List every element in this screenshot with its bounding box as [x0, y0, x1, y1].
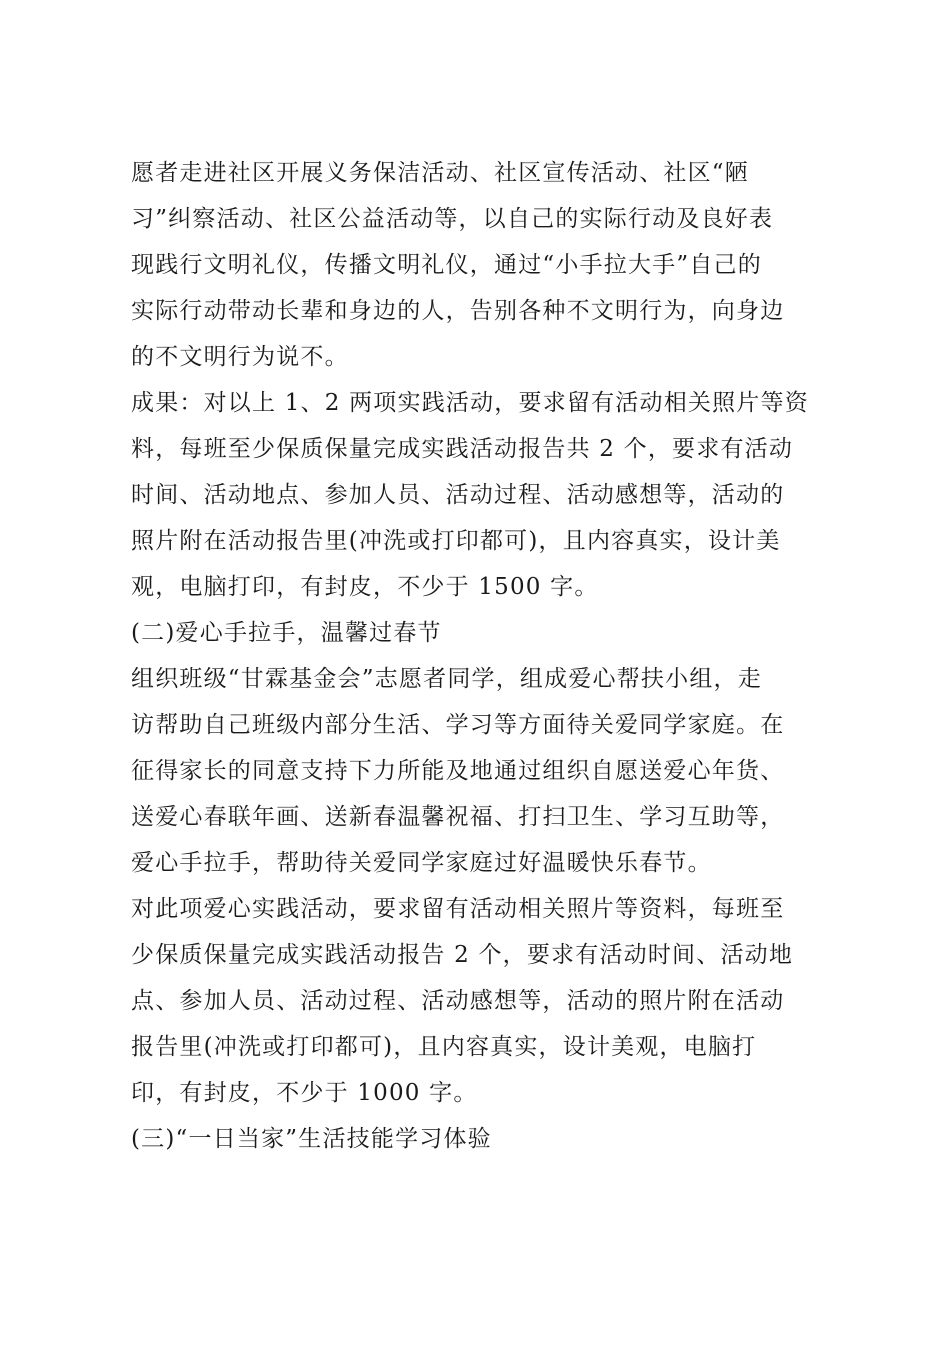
text-line-13: 访帮助自己班级内部分生活、学习等方面待关爱同学家庭。在	[131, 712, 785, 738]
text-line-18: 少保质保量完成实践活动报告 2 个，要求有活动时间、活动地	[131, 942, 794, 968]
text-line-5: 的不文明行为说不。	[131, 344, 349, 370]
document-body	[131, 150, 831, 1162]
section-heading-2: (二)爱心手拉手，温馨过春节	[131, 620, 442, 646]
text-line-16: 爱心手拉手，帮助待关爱同学家庭过好温暖快乐春节。	[131, 850, 712, 876]
text-line-12: 组织班级“甘霖基金会”志愿者同学，组成爱心帮扶小组，走	[131, 666, 762, 692]
text-line-21: 印，有封皮，不少于 1000 字。	[131, 1080, 478, 1106]
text-line-4: 实际行动带动长辈和身边的人，告别各种不文明行为，向身边	[131, 298, 785, 324]
section-heading-3: (三)“一日当家”生活技能学习体验	[131, 1126, 492, 1152]
text-line-20: 报告里(冲洗或打印都可)，且内容真实，设计美观，电脑打	[131, 1034, 757, 1060]
text-line-14: 征得家长的同意支持下力所能及地通过组织自愿送爱心年货、	[131, 758, 785, 784]
text-line-1: 愿者走进社区开展义务保洁活动、社区宣传活动、社区“陋	[131, 160, 749, 186]
text-line-10: 观，电脑打印，有封皮，不少于 1500 字。	[131, 574, 599, 600]
text-line-3: 现践行文明礼仪，传播文明礼仪，通过“小手拉大手”自己的	[131, 252, 762, 278]
text-line-2: 习”纠察活动、社区公益活动等，以自己的实际行动及良好表	[131, 206, 774, 232]
text-line-9: 照片附在活动报告里(冲洗或打印都可)，且内容真实，设计美	[131, 528, 781, 554]
text-line-19: 点、参加人员、活动过程、活动感想等，活动的照片附在活动	[131, 988, 785, 1014]
text-line-7: 料，每班至少保质保量完成实践活动报告共 2 个，要求有活动	[131, 436, 794, 462]
text-line-17: 对此项爱心实践活动，要求留有活动相关照片等资料，每班至	[131, 896, 785, 922]
text-line-15: 送爱心春联年画、送新春温馨祝福、打扫卫生、学习互助等，	[131, 804, 785, 830]
text-line-6: 成果：对以上 1、2 两项实践活动，要求留有活动相关照片等资	[131, 390, 809, 416]
text-line-8: 时间、活动地点、参加人员、活动过程、活动感想等，活动的	[131, 482, 785, 508]
